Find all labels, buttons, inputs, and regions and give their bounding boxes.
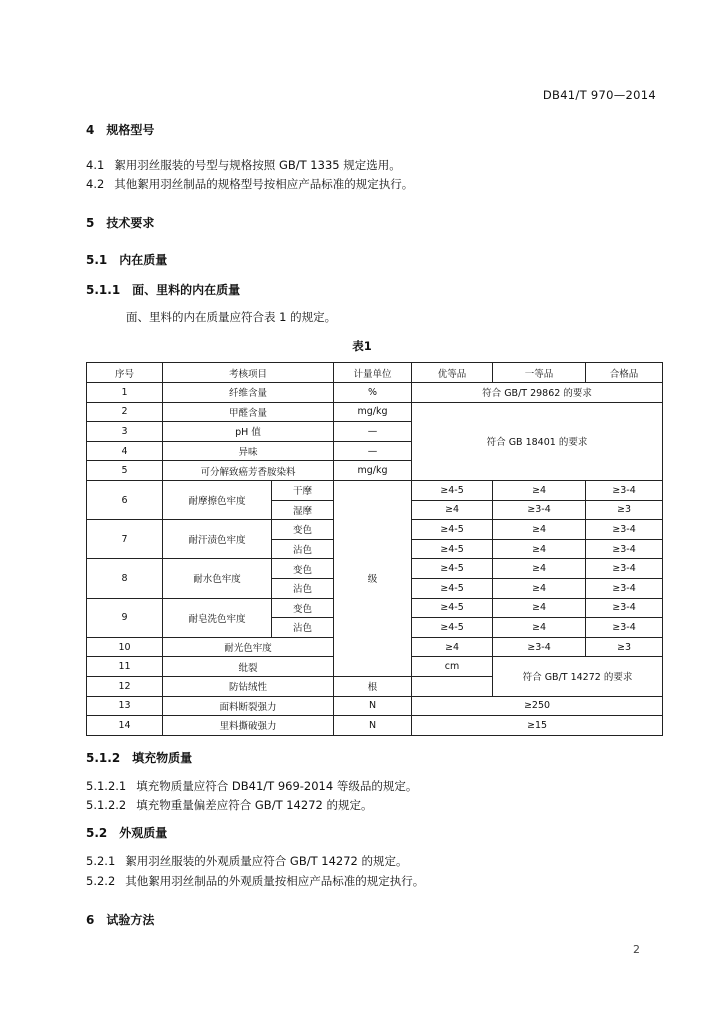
sub-item: 变色 [272,559,334,579]
clause-number: 5.2.2 [86,874,116,888]
clause-5-1-2-2 [86,797,372,813]
item-name: 可分解致癌芳香胺染料 [163,461,334,481]
requirement: 符合 GB/T 29862 的要求 [412,383,663,403]
clause-5-1-2-1 [86,778,417,794]
grade-value: ≥3-4 [586,480,663,500]
row-number: 12 [87,676,163,696]
section-5-1-1-heading [86,281,240,298]
section-number: 5 [86,216,95,230]
sub-item: 沾色 [272,618,334,638]
header-cell: 一等品 [493,363,586,383]
section-number: 5.2 [86,826,108,840]
table-caption: 表1 [352,339,372,353]
section-6-heading [86,911,154,928]
item-name: 纰裂 [163,657,334,677]
grade-value: ≥3-4 [586,578,663,598]
page-number: 2 [633,943,640,956]
sub-item: 变色 [272,598,334,618]
unit: cm [412,657,493,677]
section-5-2-heading [86,824,167,841]
section-5-1-heading [86,251,167,268]
grade-value: ≥4 [412,500,493,520]
grade-value: ≥3-4 [586,520,663,540]
grade-value: ≥3-4 [586,618,663,638]
table-row [87,716,663,736]
clause-text: 其他絮用羽丝制品的外观质量按相应产品标准的规定执行。 [125,874,425,888]
clause-number: 5.1.2.1 [86,779,127,793]
grade-value: ≥4-5 [412,559,493,579]
unit: 级 [334,480,412,676]
header-cell: 优等品 [412,363,493,383]
grade-value: ≥3-4 [586,598,663,618]
clause-number: 4.1 [86,158,105,172]
unit: mg/kg [334,461,412,481]
section-title: 试验方法 [106,913,155,927]
unit: % [334,383,412,403]
clause-5-2-2 [86,873,424,889]
section-title: 技术要求 [106,216,155,230]
sub-item: 干摩 [272,480,334,500]
row-number: 6 [87,480,163,519]
item-name: 甲醛含量 [163,402,334,422]
row-number: 4 [87,441,163,461]
grade-value: ≥4-5 [412,539,493,559]
grade-value: ≥4 [493,559,586,579]
grade-value: ≥4-5 [412,520,493,540]
clause-number: 4.2 [86,177,105,191]
table-row [87,383,663,403]
sub-item: 沾色 [272,578,334,598]
grade-value: ≥3-4 [493,637,586,657]
grade-value: ≥3 [586,637,663,657]
item-name: 耐皂洗色牢度 [163,598,272,637]
section-4-heading [86,121,154,138]
requirement: ≥15 [412,716,663,736]
section-number: 6 [86,913,95,927]
grade-value: ≥4-5 [412,618,493,638]
item-name: 纤维含量 [163,383,334,403]
row-number: 5 [87,461,163,481]
clause-number: 5.2.1 [86,854,116,868]
row-number: 1 [87,383,163,403]
item-name: 里料撕破强力 [163,716,334,736]
header-cell: 计量单位 [334,363,412,383]
grade-value: ≥4 [493,598,586,618]
row-number: 11 [87,657,163,677]
grade-value: ≥3-4 [586,539,663,559]
clause-text: 填充物重量偏差应符合 GB/T 14272 的规定。 [136,798,373,812]
grade-value: ≥3-4 [493,500,586,520]
clause-text: 其他絮用羽丝制品的规格型号按相应产品标准的规定执行。 [114,177,414,191]
row-number: 7 [87,520,163,559]
row-number: 2 [87,402,163,422]
section-5-heading [86,214,154,231]
clause-4-1 [86,157,401,173]
requirement: ≥250 [412,696,663,716]
table-row [87,480,663,500]
unit: — [334,422,412,442]
grade-value: ≥4 [493,578,586,598]
row-number: 14 [87,716,163,736]
sub-item: 湿摩 [272,500,334,520]
header-cell: 序号 [87,363,163,383]
grade-value: ≥4 [493,480,586,500]
item-name: 面料断裂强力 [163,696,334,716]
row-number: 8 [87,559,163,598]
header-cell: 合格品 [586,363,663,383]
table-row [87,402,663,422]
grade-value: ≥3-4 [586,559,663,579]
section-number: 5.1.2 [86,751,121,765]
item-name: 耐汗渍色牢度 [163,520,272,559]
grade-value: ≥4 [493,539,586,559]
section-title: 规格型号 [106,123,155,137]
section-title: 外观质量 [119,826,168,840]
clause-number: 5.1.2.2 [86,798,127,812]
table-header-row [87,363,663,383]
unit: N [334,696,412,716]
section-number: 4 [86,123,95,137]
grade-value: ≥4-5 [412,578,493,598]
section-title: 面、里料的内在质量 [132,283,241,297]
sub-item: 变色 [272,520,334,540]
section-title: 填充物质量 [132,751,193,765]
grade-value: ≥4 [493,618,586,638]
row-number: 13 [87,696,163,716]
unit: N [334,716,412,736]
quality-table [86,362,663,736]
header-cell: 考核项目 [163,363,334,383]
section-number: 5.1 [86,253,108,267]
requirement: 符合 GB/T 14272 的要求 [493,657,663,696]
table-row [87,696,663,716]
clause-text: 填充物质量应符合 DB41/T 969-2014 等级品的规定。 [136,779,418,793]
grade-value: ≥4-5 [412,480,493,500]
unit: — [334,441,412,461]
item-name: 耐摩擦色牢度 [163,480,272,519]
row-number: 9 [87,598,163,637]
grade-value: ≥4 [412,637,493,657]
grade-value: ≥3 [586,500,663,520]
clause-text: 絮用羽丝服装的号型与规格按照 GB/T 1335 规定选用。 [114,158,401,172]
grade-value: ≥4 [493,520,586,540]
grade-value: ≥4-5 [412,598,493,618]
item-name: 防钻绒性 [163,676,334,696]
clause-text: 絮用羽丝服装的外观质量应符合 GB/T 14272 的规定。 [125,854,408,868]
document-number: DB41/T 970—2014 [542,88,656,102]
item-name: 耐光色牢度 [163,637,334,657]
section-5-1-2-heading [86,749,192,766]
item-name: 耐水色牢度 [163,559,272,598]
clause-5-2-1 [86,853,408,869]
row-number: 3 [87,422,163,442]
item-name: 异味 [163,441,334,461]
section-number: 5.1.1 [86,283,121,297]
requirement: 符合 GB 18401 的要求 [412,402,663,480]
clause-5-1-1-body: 面、里料的内在质量应符合表 1 的规定。 [126,310,337,324]
unit: mg/kg [334,402,412,422]
row-number: 10 [87,637,163,657]
clause-4-2 [86,176,413,192]
item-name: pH 值 [163,422,334,442]
sub-item: 沾色 [272,539,334,559]
unit: 根 [334,676,412,696]
section-title: 内在质量 [119,253,168,267]
